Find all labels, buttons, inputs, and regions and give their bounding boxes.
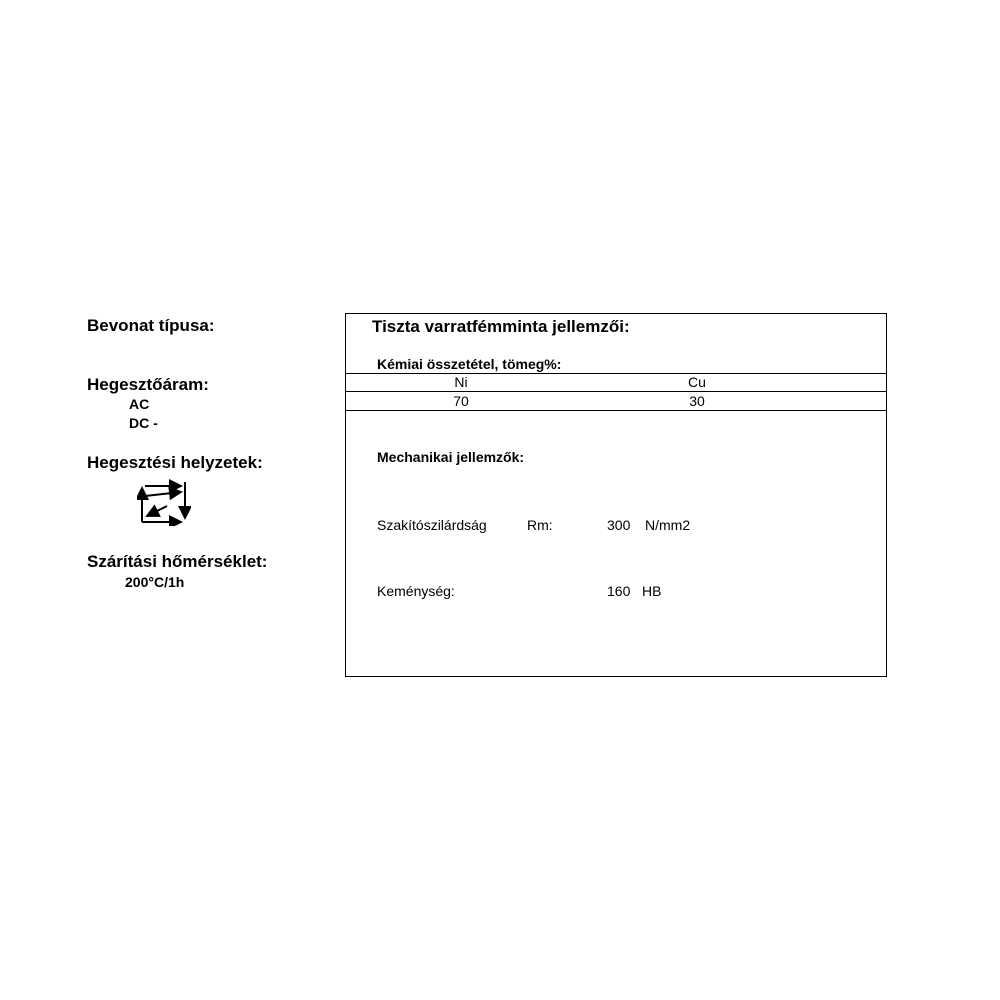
tensile-strength-label: Szakítószilárdság xyxy=(377,517,487,533)
table-divider-bottom xyxy=(346,410,886,411)
chem-value-ni: 70 xyxy=(453,393,469,409)
hardness-value: 160 xyxy=(607,583,631,599)
chem-value-cu: 30 xyxy=(689,393,705,409)
welding-positions-icon xyxy=(137,478,191,526)
current-type-ac: AC xyxy=(129,396,150,412)
mechanical-properties-label: Mechanikai jellemzők: xyxy=(377,449,525,465)
welding-current-label: Hegesztőáram: xyxy=(87,375,209,394)
hardness-unit: HB xyxy=(642,583,662,599)
tensile-strength-value: 300 xyxy=(607,517,631,533)
box-title: Tiszta varratfémminta jellemzői: xyxy=(372,317,630,336)
tensile-strength-unit: N/mm2 xyxy=(645,517,691,533)
chemical-composition-label: Kémiai összetétel, tömeg%: xyxy=(377,356,562,372)
current-type-dc: DC - xyxy=(129,415,158,431)
drying-temperature-label: Szárítási hőmérséklet: xyxy=(87,552,268,571)
chem-header-cu: Cu xyxy=(688,374,706,390)
weld-metal-properties-box xyxy=(345,313,887,677)
hardness-label: Keménység: xyxy=(377,583,455,599)
welding-positions-label: Hegesztési helyzetek: xyxy=(87,453,263,472)
coating-type-label: Bevonat típusa: xyxy=(87,316,215,335)
chem-header-ni: Ni xyxy=(454,374,468,390)
table-divider-mid xyxy=(346,391,886,392)
tensile-strength-symbol: Rm: xyxy=(527,517,553,533)
drying-temperature-value: 200°C/1h xyxy=(125,574,185,590)
